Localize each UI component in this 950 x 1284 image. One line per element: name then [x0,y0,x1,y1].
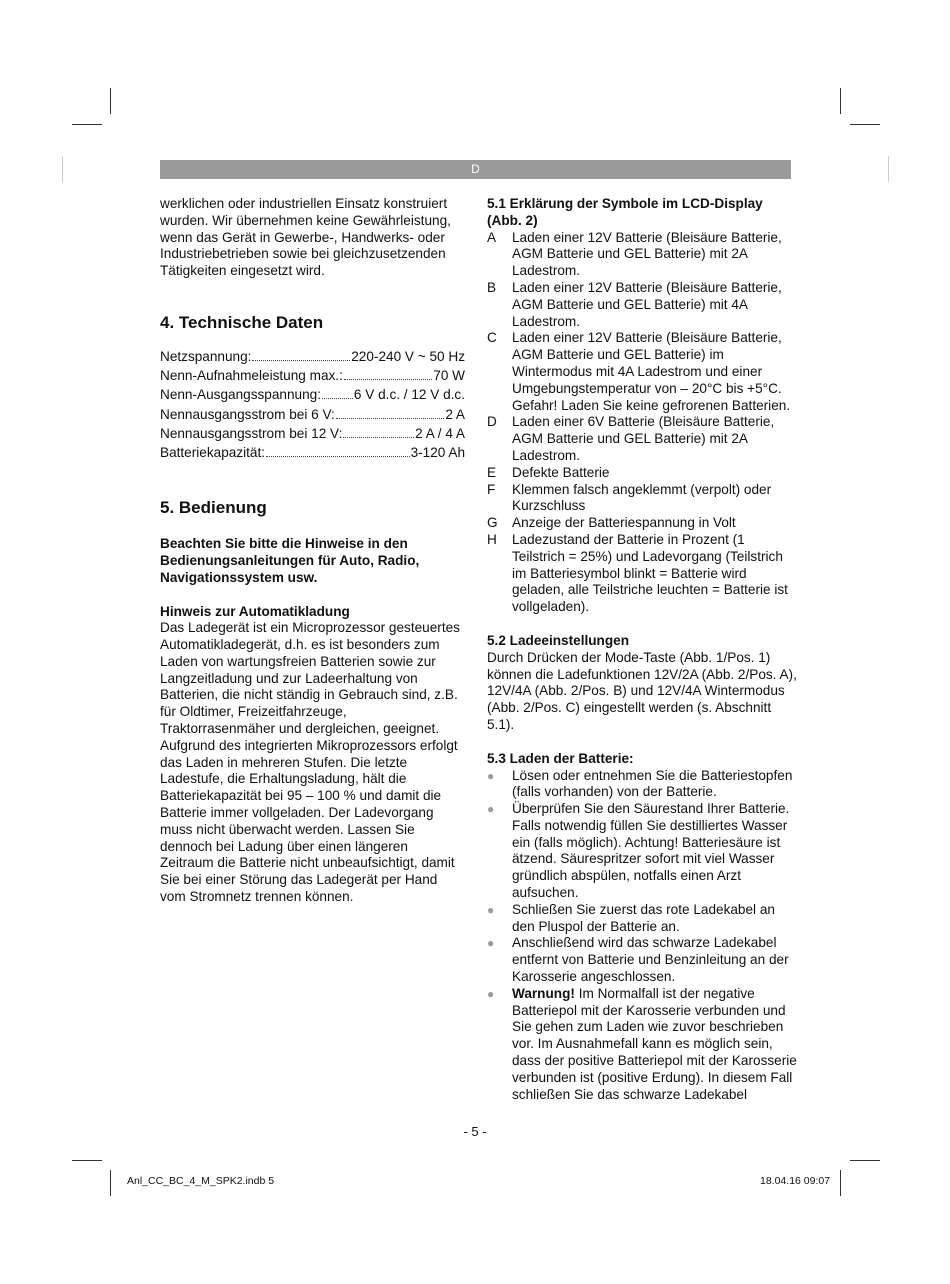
spec-value: 3-120 Ah [410,444,465,460]
right-column [487,196,797,1103]
symbol-text: Laden einer 12V Batterie (Bleisäure Batterie, AGM Batterie und GEL Batterie) mit 4A Ladestrom. [512,279,782,329]
spec-value: 70 W [433,368,465,384]
left-column [160,196,465,906]
crop-mark [850,1160,880,1161]
spec-label: Nenn-Ausgangsspannung: [160,387,321,403]
operation-heading: 5. Bedienung [160,498,267,518]
symbol-text: Klemmen falsch angeklemmt (verpolt) oder Kurzschluss [512,481,772,514]
operation-note: Beachten Sie bitte die Hinweise in den Bedienungsanleitungen für Auto, Radio, Navigationssystem usw. [160,536,420,585]
technical-data-heading: 4. Technische Daten [160,312,324,332]
spec-value: 6 V d.c. / 12 V d.c. [353,387,465,403]
spec-row [160,349,465,368]
symbol-text: Laden einer 12V Batterie (Bleisäure Batterie, AGM Batterie und GEL Batterie) mit 2A Ladestrom. [512,229,782,279]
spec-value: 2 A [445,406,465,422]
symbol-letter: H [487,531,497,547]
spec-table [160,349,465,464]
spec-row [160,426,465,445]
spec-value: 220-240 V ~ 50 Hz [351,348,465,364]
symbol-text: Laden einer 12V Batterie (Bleisäure Batterie, AGM Batterie und GEL Batterie) im Wintermodus mit 4A Ladestrom und einer Umgebungstemperatur von – 20°C bis +5°C. Gefahr! Laden Sie keine gefrorenen Batterien. [512,330,791,413]
bullet-icon: ● [487,768,495,783]
bullet-icon: ● [487,936,495,951]
symbol-text: Laden einer 6V Batterie (Bleisäure Batterie, AGM Batterie und GEL Batterie) mit 2A Ladestrom. [512,414,775,463]
bullet-text [512,986,797,1104]
footer-timestamp: 18.04.16 09:07 [760,1175,831,1187]
dot-leader [252,359,350,361]
symbol-letter: D [487,414,497,430]
symbol-text: Ladezustand der Batterie in Prozent (1 Teilstrich = 25%) und Ladevorgang (Teilstrich im Batteriesymbol blinkt = Batterie wird geladen, alle Teilstriche leuchten = Batterie ist vollgeladen). [512,531,788,615]
list-item [487,482,797,516]
bullet-icon: ● [487,986,495,1001]
language-header-bar [160,160,791,179]
symbol-letter: E [487,464,497,480]
language-code: D [471,162,480,176]
crop-mark [110,88,111,114]
auto-charge-heading: Hinweis zur Automatikladung [160,603,350,619]
list-item [487,902,797,936]
list-item [487,330,797,414]
list-item [487,935,797,985]
auto-charge-paragraph: Das Ladegerät ist ein Microprozessor gesteuertes Automatikladegerät, d.h. es ist besonders zum Laden von wartungsfreien Batterien sowie zur Langzeitladung und zur Ladeerhaltung von Batterien, die nicht ständig in Gebrauch sind, z.B. für Oldtimer, Freizeitfahrzeuge, Traktorrasenmäher und dergleichen, geeignet. Aufgrund des integrierten Mikroprozessors erfolgt das Laden in mehreren Stufen. Die letzte Ladestufe, die Erhaltungsladung, hält die Batteriekapazität bei 95 – 100 % und damit die Batterie immer vollgeladen. Der Ladevorgang muss nicht überwacht werden. Lassen Sie dennoch bei Ladung über einen längeren Zeitraum die Batterie nicht unbeaufsichtigt, damit Sie bei einer Störung das Ladegerät per Hand vom Stromnetz trennen können. [160,620,460,905]
symbol-list [487,230,797,616]
spec-value: 2 A / 4 A [415,425,465,441]
list-item [487,801,797,902]
charge-settings-heading: 5.2 Ladeeinstellungen [487,632,630,648]
dot-leader [336,417,445,419]
crop-mark [72,1160,102,1161]
spec-label: Batteriekapazität: [160,444,266,460]
bullet-text [512,902,797,936]
dot-leader [344,378,432,380]
spec-row [160,407,465,426]
spec-label: Nennausgangsstrom bei 12 V: [160,425,343,441]
list-item [487,230,797,280]
crop-mark [888,156,889,182]
bullet-body: Schließen Sie zuerst das rote Ladekabel an den Pluspol der Batterie an. [512,901,775,934]
list-item [487,768,797,802]
bullet-icon: ● [487,802,495,817]
page-number: - 5 - [463,1124,487,1139]
spec-label: Netzspannung: [160,348,252,364]
list-item [487,465,797,482]
bullet-body: Lösen oder entnehmen Sie die Batteriestopfen (falls vorhanden) von der Batterie. [512,767,793,800]
charge-settings-paragraph: Durch Drücken der Mode-Taste (Abb. 1/Pos. 1) können die Ladefunktionen 12V/2A (Abb. 2/Pos. A), 12V/4A (Abb. 2/Pos. B) und 12V/4A Wintermodus (Abb. 2/Pos. C) eingestellt werden (s. Abschnitt 5.1). [487,649,797,732]
dot-leader [266,455,410,457]
spec-row [160,368,465,387]
intro-paragraph: werklichen oder industriellen Einsatz konstruiert wurden. Wir übernehmen keine Gewährleistung, wenn das Gerät in Gewerbe-, Handwerks- oder Industriebetrieben sowie bei gleichzusetzenden Tätigkeiten eingesetzt wird. [160,196,451,279]
symbol-text: Defekte Batterie [512,464,610,480]
bullet-icon: ● [487,902,495,917]
symbol-letter: B [487,279,497,295]
crop-mark [850,124,880,125]
list-item [487,414,797,464]
crop-mark [840,1170,841,1196]
bullet-body: Im Normalfall ist der negative Batteriepol mit der Karosserie verbunden und Sie gehen zum Laden wie zuvor beschrieben vor. Im Ausnahmefall kann es möglich sein, dass der positive Batteriepol mit der Karosserie verbunden ist (positive Erdung). In diesem Fall schließen Sie das schwarze Ladekabel [512,985,797,1102]
spec-label: Nennausgangsstrom bei 6 V: [160,406,335,422]
list-item [487,515,797,532]
bullet-text [512,801,797,902]
bullet-text [512,935,797,985]
list-item [487,986,797,1104]
charging-heading: 5.3 Laden der Batterie: [487,750,634,766]
symbols-heading: 5.1 Erklärung der Symbole im LCD-Display (Abb. 2) [487,196,763,228]
symbol-letter: F [487,481,496,497]
spec-row [160,445,465,464]
list-item [487,280,797,330]
symbol-letter: G [487,515,498,531]
bullet-body: Überprüfen Sie den Säurestand Ihrer Batterie. Falls notwendig füllen Sie destilliertes Wasser ein (falls möglich). Achtung! Batteriesäure ist ätzend. Säurespritzer sofort mit viel Wasser gründlich abspülen, notfalls einen Arzt aufsuchen. [512,801,790,901]
dot-leader [322,397,353,399]
symbol-letter: A [487,229,497,245]
bullet-body: Anschließend wird das schwarze Ladekabel entfernt von Batterie und Benzinleitung an der Karosserie angeschlossen. [512,935,789,985]
bullet-text [512,768,797,802]
crop-mark [840,88,841,114]
spec-row [160,387,465,406]
dot-leader [343,436,414,438]
charging-bullet-list [487,768,797,1104]
symbol-letter: C [487,330,497,346]
spec-label: Nenn-Aufnahmeleistung max.: [160,368,343,384]
footer-filename: Anl_CC_BC_4_M_SPK2.indb 5 [127,1175,275,1187]
list-item [487,532,797,616]
bullet-bold: Warnung! [512,985,575,1001]
symbol-text: Anzeige der Batteriespannung in Volt [512,515,736,531]
crop-mark [62,156,63,182]
crop-mark [72,124,102,125]
crop-mark [110,1170,111,1196]
